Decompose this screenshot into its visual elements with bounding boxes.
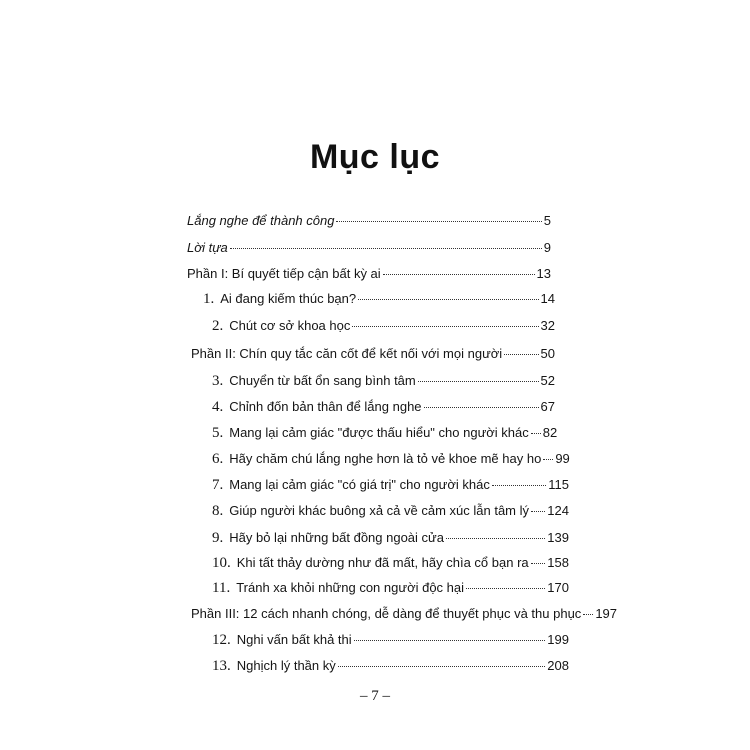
toc-chapter-number: 13. <box>212 658 231 674</box>
toc-entry-page: 124 <box>547 503 569 518</box>
toc-chapter-title: Tránh xa khỏi những con người độc hại <box>236 580 465 595</box>
toc-chapter-number: 6. <box>212 451 224 467</box>
dot-leader <box>504 354 538 355</box>
toc-chapter-title: Mang lại cảm giác "được thấu hiểu" cho người khác <box>229 425 529 440</box>
dot-leader <box>583 614 593 615</box>
toc-chapter-title: Mang lại cảm giác "có giá trị" cho người khác <box>229 477 490 492</box>
toc-chapter-title: Hãy chăm chú lắng nghe hơn là tỏ vẻ khoe mẽ hay ho <box>229 451 542 466</box>
toc-chapter-number: 9. <box>212 530 224 546</box>
toc-entry-page: 5 <box>543 213 551 228</box>
toc-entry-page: 158 <box>547 555 569 570</box>
toc-chapter-number: 10. <box>212 555 231 571</box>
dot-leader <box>354 640 546 641</box>
dot-leader <box>336 221 541 222</box>
toc-entry-page: 99 <box>555 451 570 466</box>
page-number: – 7 – <box>360 688 390 704</box>
dot-leader <box>466 588 545 589</box>
toc-chapter-title: Chút cơ sở khoa học <box>229 318 351 333</box>
toc-chapter-number: 1. <box>203 291 215 307</box>
toc-chapter-title: Khi tất thảy dường như đã mất, hãy chìa cổ bạn ra <box>236 555 529 570</box>
toc-chapter-title: Hãy bỏ lại những bất đồng ngoài cửa <box>229 530 444 545</box>
dot-leader <box>230 248 542 249</box>
toc-chapter <box>212 632 569 648</box>
toc-entry-page: 52 <box>540 373 555 388</box>
toc-entry-page: 170 <box>547 580 569 595</box>
toc-entry-page: 208 <box>547 658 569 673</box>
toc-part <box>191 606 618 622</box>
toc-chapter <box>212 580 569 596</box>
toc-chapter <box>212 555 569 571</box>
dot-leader <box>531 563 546 564</box>
toc-chapter <box>203 291 555 307</box>
toc-entry-page: 199 <box>547 632 569 647</box>
toc-entry-page: 115 <box>548 477 569 492</box>
dot-leader <box>424 407 539 408</box>
toc-chapter-title: Nghi vấn bất khả thi <box>236 632 352 647</box>
toc-part <box>191 346 555 362</box>
toc-entry-page: 139 <box>547 530 569 545</box>
toc-chapter-title: Ai đang kiếm thúc bạn? <box>220 291 357 306</box>
toc-chapter-number: 4. <box>212 399 224 415</box>
dot-leader <box>358 299 538 300</box>
toc-chapter <box>212 399 555 415</box>
page-title: Mục lục <box>309 138 441 176</box>
toc-entry <box>187 240 551 256</box>
toc-entry <box>187 213 551 229</box>
toc-chapter <box>212 477 569 493</box>
dot-leader <box>338 666 546 667</box>
toc-chapter-number: 5. <box>212 425 224 441</box>
toc-entry-page: 13 <box>536 266 551 281</box>
toc-chapter-number: 7. <box>212 477 224 493</box>
toc-chapter <box>212 658 569 674</box>
toc-chapter <box>212 451 570 467</box>
toc-chapter-title: Giúp người khác buông xả cả về cảm xúc lẫn tâm lý <box>229 503 530 518</box>
toc-chapter <box>212 373 555 389</box>
dot-leader <box>543 459 553 460</box>
dot-leader <box>492 485 546 486</box>
toc-entry-page: 197 <box>595 606 618 621</box>
toc-chapter <box>212 318 555 334</box>
toc-chapter-number: 12. <box>212 632 231 648</box>
toc-chapter <box>212 503 569 519</box>
toc-part-title: Phần III: 12 cách nhanh chóng, dễ dàng để thuyết phục và thu phục <box>191 606 582 621</box>
toc-chapter-number: 3. <box>212 373 224 389</box>
dot-leader <box>383 274 535 275</box>
toc-chapter <box>212 425 558 441</box>
toc-chapter <box>212 530 569 546</box>
toc-entry-page: 50 <box>540 346 555 361</box>
toc-chapter-number: 8. <box>212 503 224 519</box>
toc-part-title: Phần I: Bí quyết tiếp cận bất kỳ ai <box>187 266 381 281</box>
toc-part-title: Phần II: Chín quy tắc căn cốt để kết nối với mọi người <box>191 346 503 361</box>
dot-leader <box>531 433 541 434</box>
toc-entry-page: 82 <box>542 425 558 440</box>
toc-chapter-number: 11. <box>212 580 231 596</box>
dot-leader <box>418 381 539 382</box>
toc-entry-page: 14 <box>540 291 555 306</box>
dot-leader <box>446 538 545 539</box>
toc-part <box>187 266 551 282</box>
toc-entry-page: 32 <box>540 318 555 333</box>
toc-chapter-number: 2. <box>212 318 224 334</box>
toc-entry-page: 9 <box>543 240 551 255</box>
toc-chapter-title: Nghịch lý thần kỳ <box>236 658 336 673</box>
toc-entry-title: Lời tựa <box>187 240 228 255</box>
toc-entry-page: 67 <box>540 399 555 414</box>
toc-entry-title: Lắng nghe để thành công <box>187 213 335 228</box>
toc-chapter-title: Chuyển từ bất ổn sang bình tâm <box>229 373 416 388</box>
toc-chapter-title: Chỉnh đốn bản thân để lắng nghe <box>229 399 422 414</box>
dot-leader <box>531 511 545 512</box>
dot-leader <box>352 326 538 327</box>
